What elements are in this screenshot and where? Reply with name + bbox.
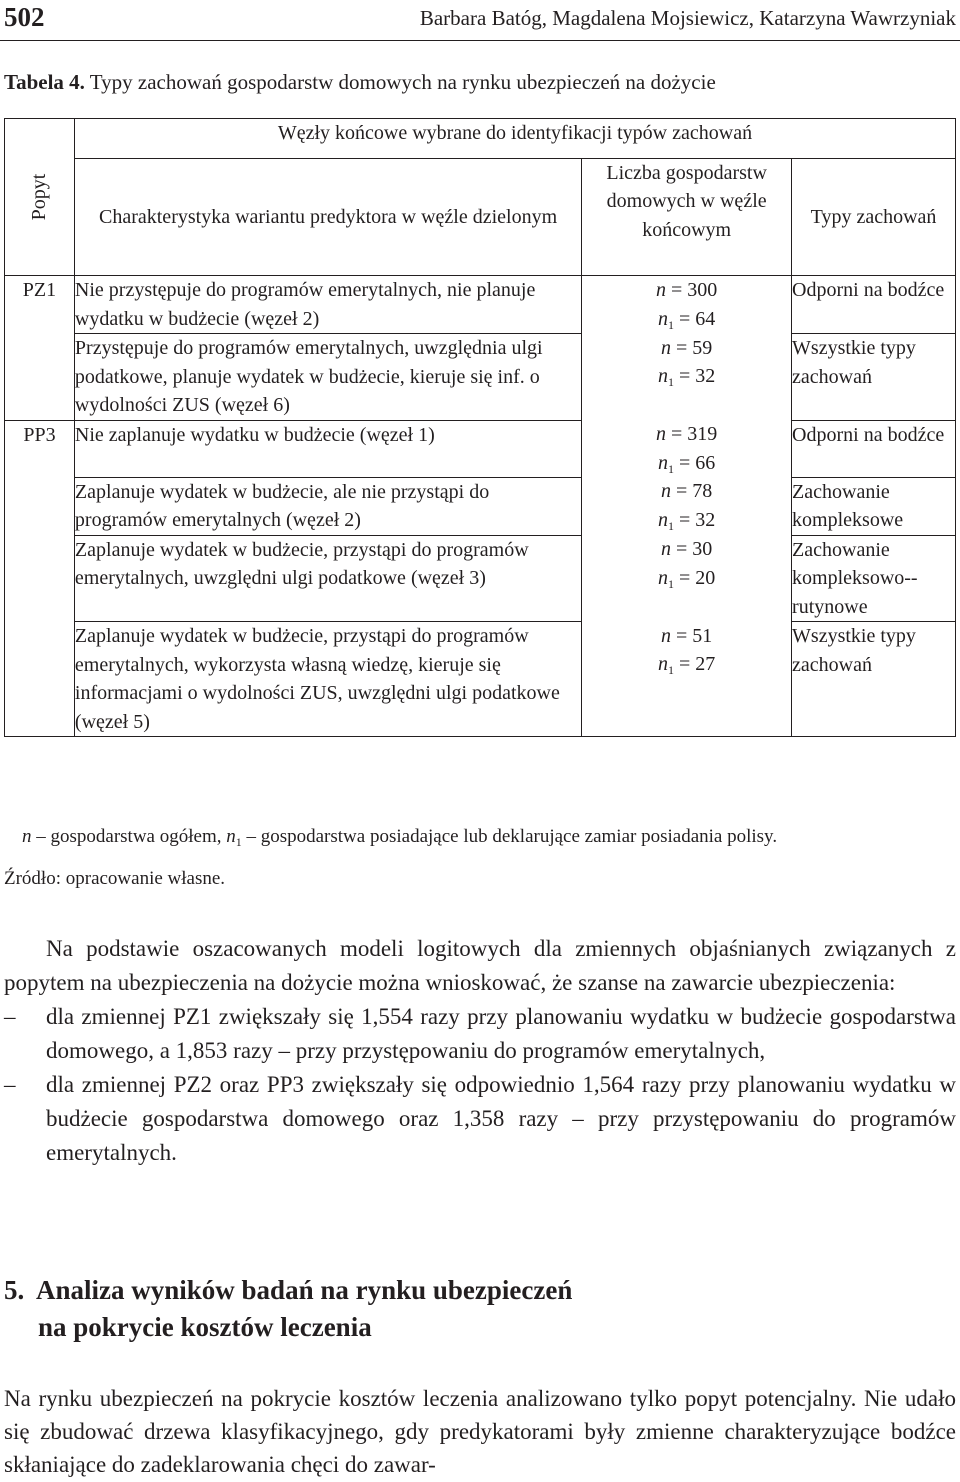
header-group: Węzły końcowe wybrane do identyfikacji typów zachowań (74, 119, 955, 159)
table-caption (4, 70, 716, 95)
row-type: Wszystkie typy zachowań (792, 334, 956, 421)
row-count: n = 300 $n_1 = 64$ (582, 276, 792, 334)
row-type: Odporni na bodźce (792, 420, 956, 477)
paragraph: Na podstawie oszacowanych modeli logitowych dla zmiennych objaśnianych związanych z popytem na ubezpieczenia na dożycie można wnioskować, że szanse na zawarcie ubezpieczenia: (4, 936, 956, 995)
header-count: Liczba gospodarstw domowych w węźle końcowym (582, 158, 792, 275)
row-characteristic: Nie przystępuje do programów emerytalnych, nie planuje wydatku w budżecie (węzeł 2) (74, 276, 581, 334)
table-row (5, 334, 956, 421)
row-characteristic: Zaplanuje wydatek w budżecie, przystąpi do programów emerytalnych, uwzględni ulgi podatkowe (węzeł 3) (74, 535, 581, 622)
table-source: Źródło: opracowanie własne. (4, 868, 226, 889)
paragraph: Na rynku ubezpieczeń na pokrycie kosztów leczenia analizowano tylko popyt potencjalny. Nie udało się zbudować drzewa klasyfikacyjnego, gdy predykatorami były zmienne charakteryzujące bodźce skłaniające do zadeklarowania chęci do zawar- (4, 1386, 956, 1477)
row-characteristic: Przystępuje do programów emerytalnych, uwzględnia ulgi podatkowe, planuje wydatek w budżecie, kieruje się inf. o wydolności ZUS (węzeł 6) (74, 334, 581, 421)
table-row (5, 420, 956, 477)
row-group-label: PZ1 (5, 276, 75, 421)
table-caption-label: Tabela 4. (4, 70, 85, 94)
page-number: 502 (4, 2, 45, 32)
body-text (4, 932, 956, 1170)
table-row (5, 477, 956, 535)
table-caption-text: Typy zachowań gospodarstw domowych na rynku ubezpieczeń na dożycie (89, 70, 716, 94)
header-popyt: Popyt (5, 119, 75, 276)
header-rule (0, 40, 960, 41)
table-row (5, 276, 956, 334)
list-item: – dla zmiennej PZ2 oraz PP3 zwiększały się odpowiednio 1,564 razy przy planowaniu wydatku w budżecie gospodarstwa domowego oraz 1,358 razy – przy przystępowaniu do programów emerytalnych. (4, 1072, 956, 1165)
row-characteristic: Nie zaplanuje wydatku w budżecie (węzeł 1) (74, 420, 581, 477)
section-title-line2: na pokrycie kosztów leczenia (38, 1312, 372, 1342)
section-number: 5. (4, 1275, 25, 1305)
page-header (0, 0, 960, 40)
row-characteristic: Zaplanuje wydatek w budżecie, przystąpi do programów emerytalnych, wykorzysta własną wiedzę, kieruje się informacjami o wydolności ZUS, uwzględni ulgi podatkowe (węzeł 5) (74, 622, 581, 737)
running-head-authors: Barbara Batóg, Magdalena Mojsiewicz, Katarzyna Wawrzyniak (419, 6, 956, 30)
row-type: Wszystkie typy zachowań (792, 622, 956, 737)
row-type: Zachowanie kompleksowo--rutynowe (792, 535, 956, 622)
table-row (5, 535, 956, 622)
header-characteristic: Charakterystyka wariantu predyktora w węźle dzielonym (74, 158, 581, 275)
row-group-label: PP3 (5, 420, 75, 737)
table-note: n – gospodarstwa ogółem, $n_1$ – gospodarstwa posiadające lub deklarujące zamiar posiadania polisy. (22, 826, 778, 849)
row-count: n = 30 $n_1 = 20$ (582, 535, 792, 622)
row-count: n = 51 $n_1 = 27$ (582, 622, 792, 737)
row-characteristic: Zaplanuje wydatek w budżecie, ale nie przystąpi do programów emerytalnych (węzeł 2) (74, 477, 581, 535)
row-count: n = 78 $n_1 = 32$ (582, 477, 792, 535)
section-title-line1: Analiza wyników badań na rynku ubezpieczeń (36, 1275, 573, 1305)
row-count: n = 319 $n_1 = 66$ (582, 420, 792, 477)
row-type: Odporni na bodźce (792, 276, 956, 334)
row-type: Zachowanie kompleksowe (792, 477, 956, 535)
row-count: n = 59 $n_1 = 32$ (582, 334, 792, 421)
section-heading (4, 1272, 572, 1346)
behavior-types-table (4, 118, 956, 737)
table-row (5, 622, 956, 737)
list-item: – dla zmiennej PZ1 zwiększały się 1,554 razy przy planowaniu wydatku w budżecie gospodarstwa domowego, a 1,853 razy – przy przystępowaniu do programów emerytalnych, (4, 1004, 956, 1063)
header-types: Typy zachowań (792, 158, 956, 275)
